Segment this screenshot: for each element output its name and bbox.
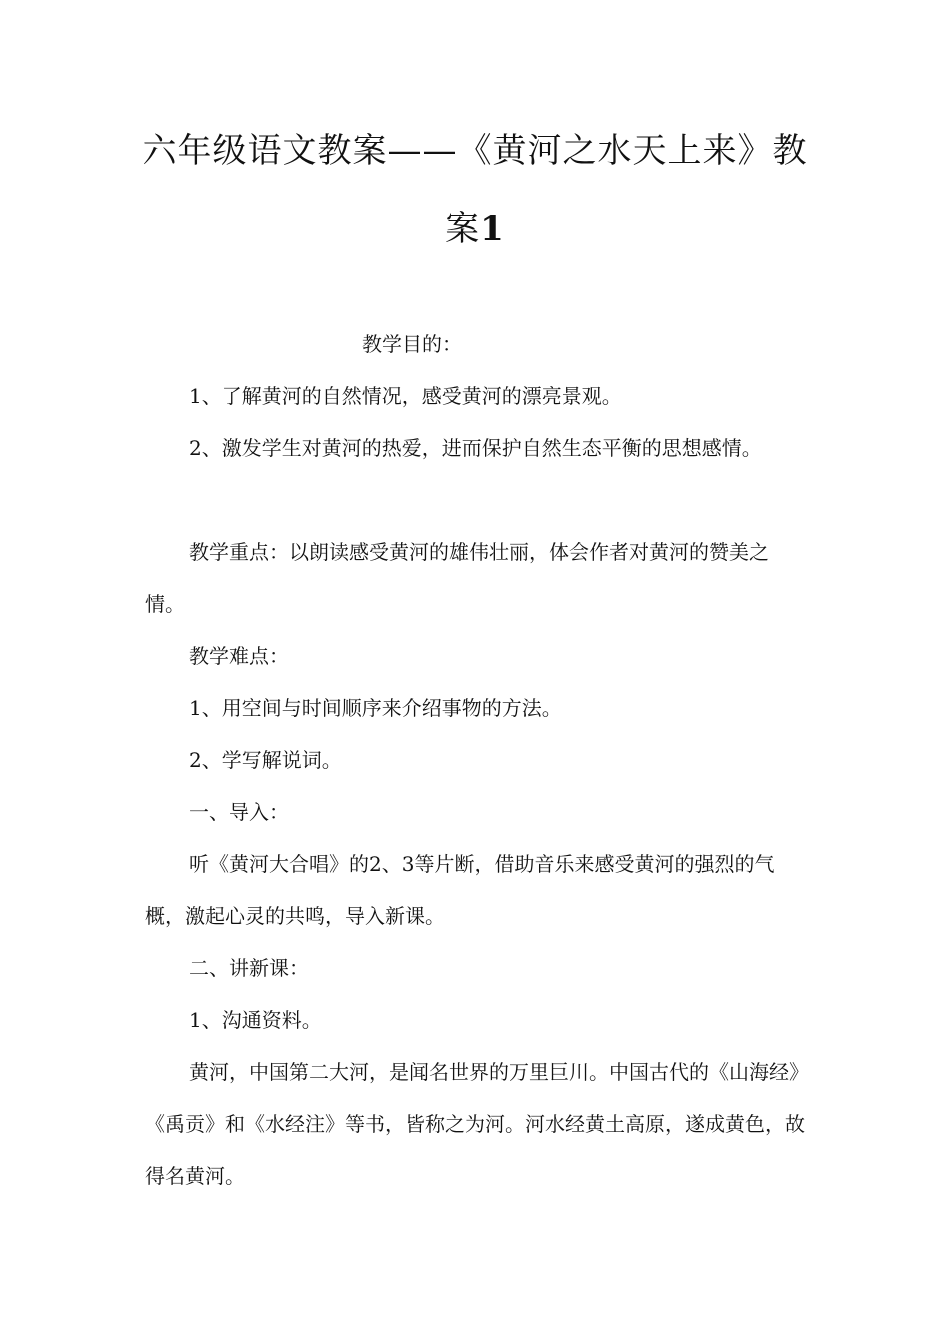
yellow-river-paragraph: 黄河，中国第二大河，是闻名世界的万里巨川。中国古代的《山海经》《禹贡》和《水经注》等书，皆称之为河。河水经黄土高原，遂成黄色，故得名黄河。 [145,1060,805,1188]
section-objectives-heading: 教学目的： [362,332,462,356]
intro-paragraph: 听《黄河大合唱》的2、3等片断，借助音乐来感受黄河的强烈的气概，激起心灵的共鸣，导入新课。 [145,852,775,928]
difficulty-1: 1、用空间与时间顺序来介绍事物的方法。 [189,696,562,720]
difficulty-2: 2、学写解说词。 [189,748,342,772]
lesson-step-1: 1、沟通资料。 [189,1008,322,1032]
title-line-1: 六年级语文教案——《黄河之水天上来》教 [142,131,808,171]
document-title [140,112,810,268]
title-line-2 [140,190,810,268]
objective-1: 1、了解黄河的自然情况，感受黄河的漂亮景观。 [189,384,622,408]
title-line-2-text: 案 [445,209,481,249]
title-line-2-number: 1 [480,209,505,249]
key-points: 教学重点：以朗读感受黄河的雄伟壮丽，体会作者对黄河的赞美之情。 [145,540,769,616]
difficulties-heading: 教学难点： [189,644,289,668]
objective-2: 2、激发学生对黄河的热爱，进而保护自然生态平衡的思想感情。 [189,436,762,460]
section-new-lesson-heading: 二、讲新课： [189,956,309,980]
section-intro-heading: 一、导入： [189,800,289,824]
